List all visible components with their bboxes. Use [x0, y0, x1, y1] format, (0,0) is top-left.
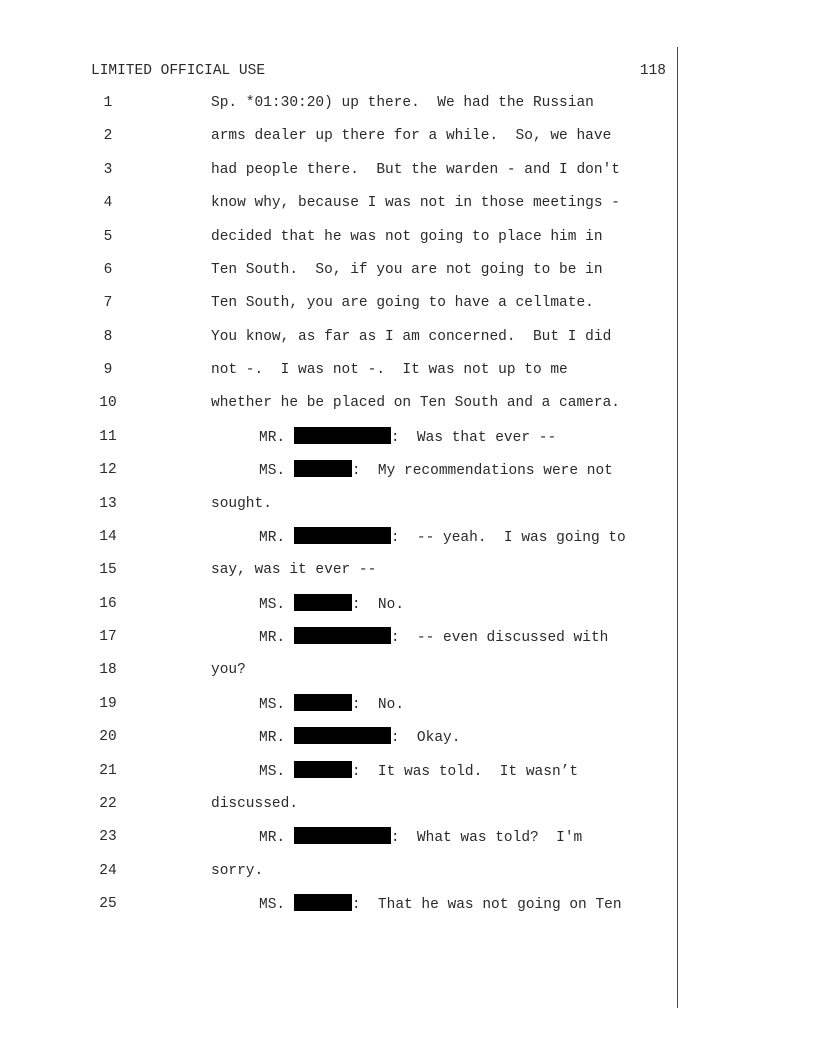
line-text: Sp. *01:30:20) up there. We had the Russian: [211, 95, 594, 111]
line-text: Ten South. So, if you are not going to be in: [211, 261, 603, 278]
redaction-box: [294, 427, 391, 444]
speaker-line: [259, 761, 578, 782]
speaker-line: [259, 427, 556, 448]
line-text: decided that he was not going to place him in: [211, 228, 603, 245]
line-number: 14: [99, 528, 117, 545]
line-text: You know, as far as I am concerned. But I did: [211, 328, 612, 345]
speaker-text: : Okay.: [390, 730, 461, 747]
line-number: 15: [99, 562, 117, 579]
page-number: 118: [639, 63, 666, 79]
speaker-label: MR.: [259, 429, 286, 446]
speaker-line: [259, 894, 622, 915]
speaker-label: MS.: [259, 763, 286, 780]
speaker-text: : That he was not going on Ten: [351, 897, 622, 914]
line-text: know why, because I was not in those meetings -: [211, 195, 620, 212]
line-number: 4: [103, 195, 113, 212]
line-text: had people there. But the warden - and I don't: [211, 161, 620, 178]
speaker-label: MS.: [259, 696, 286, 713]
line-number: 8: [103, 328, 113, 345]
speaker-text: : My recommendations were not: [351, 463, 613, 480]
line-number: 5: [103, 228, 113, 245]
speaker-line: [259, 694, 404, 715]
redaction-box: [294, 727, 391, 744]
line-number: 19: [99, 695, 117, 712]
line-number: 18: [99, 662, 117, 679]
redaction-box: [294, 527, 391, 544]
line-number: 21: [99, 762, 117, 779]
speaker-label: MS.: [259, 596, 286, 613]
classification-header: LIMITED OFFICIAL USE: [91, 63, 266, 79]
redaction-box: [294, 894, 352, 911]
speaker-label: MR.: [259, 730, 286, 747]
line-number: 25: [99, 896, 117, 913]
line-number: 2: [103, 128, 113, 145]
line-text: you?: [211, 662, 246, 679]
line-number: 13: [99, 495, 117, 512]
speaker-line: [259, 827, 582, 848]
line-number: 24: [99, 862, 117, 879]
speaker-label: MR.: [259, 830, 286, 847]
line-number: 6: [103, 261, 113, 278]
line-number: 16: [99, 595, 117, 612]
line-text: sought.: [211, 495, 272, 512]
speaker-label: MR.: [259, 529, 286, 546]
speaker-line: [259, 527, 626, 548]
speaker-line: [259, 727, 460, 748]
line-number: 1: [103, 95, 113, 111]
line-number: 23: [99, 829, 117, 846]
line-number: 11: [99, 428, 117, 445]
speaker-label: MS.: [259, 463, 286, 480]
line-number: 10: [99, 395, 117, 412]
line-number: 7: [103, 295, 113, 312]
line-text: say, was it ever --: [211, 562, 377, 579]
line-text: whether he be placed on Ten South and a camera.: [211, 395, 620, 412]
speaker-text: : -- even discussed with: [390, 630, 609, 647]
line-number: 3: [103, 161, 113, 178]
line-number: 20: [99, 729, 117, 746]
redaction-box: [294, 627, 391, 644]
line-number: 17: [99, 629, 117, 646]
speaker-line: [259, 460, 613, 481]
line-text: Ten South, you are going to have a cellmate.: [211, 295, 594, 312]
line-text: sorry.: [211, 862, 264, 879]
right-margin-rule: [677, 47, 678, 1008]
line-text: arms dealer up there for a while. So, we have: [211, 128, 612, 145]
speaker-text: : No.: [351, 596, 405, 613]
speaker-line: [259, 594, 404, 615]
speaker-text: : No.: [351, 696, 405, 713]
speaker-line: [259, 627, 608, 648]
line-text: not -. I was not -. It was not up to me: [211, 362, 568, 379]
speaker-label: MS.: [259, 897, 286, 914]
redaction-box: [294, 460, 352, 477]
speaker-text: : It was told. It wasn’t: [351, 763, 579, 780]
speaker-text: : Was that ever --: [390, 429, 557, 446]
redaction-box: [294, 594, 352, 611]
redaction-box: [294, 761, 352, 778]
speaker-label: MR.: [259, 630, 286, 647]
speaker-text: : -- yeah. I was going to: [390, 529, 626, 546]
line-number: 12: [99, 462, 117, 479]
redaction-box: [294, 827, 391, 844]
speaker-text: : What was told? I'm: [390, 830, 583, 847]
line-number: 9: [103, 362, 113, 379]
line-number: 22: [99, 795, 117, 812]
redaction-box: [294, 694, 352, 711]
line-text: discussed.: [211, 795, 299, 812]
